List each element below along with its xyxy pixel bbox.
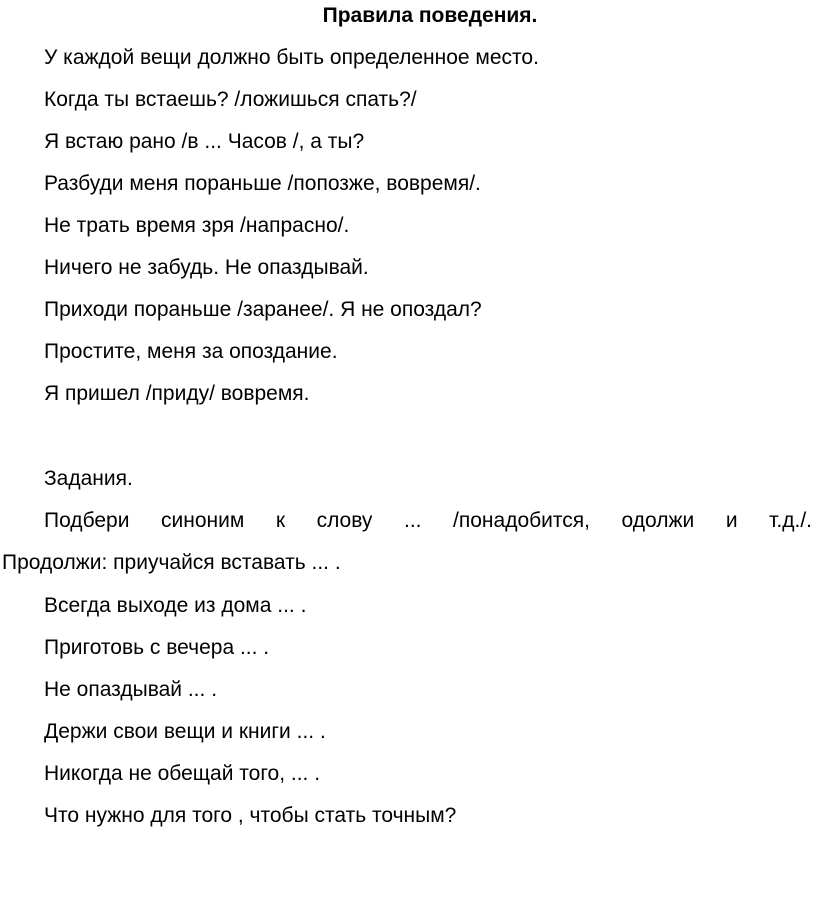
task-line-5: Никогда не обещай того, ... . — [44, 762, 321, 785]
rule-line-9: Я пришел /приду/ вовремя. — [44, 382, 310, 405]
rule-line-3: Я встаю рано /в ... Часов /, а ты? — [44, 130, 365, 153]
tasks-heading: Задания. — [44, 467, 133, 490]
rule-line-6: Ничего не забудь. Не опаздывай. — [44, 256, 369, 279]
task-continuation-line: Продолжи: приучайся вставать ... . — [2, 551, 341, 574]
rule-line-4: Разбуди меня пораньше /попозже, вовремя/. — [44, 172, 481, 195]
task-word: т.д./. — [769, 509, 812, 532]
task-line-1: Всегда выходе из дома ... . — [44, 594, 307, 617]
rule-line-8: Простите, меня за опоздание. — [44, 340, 338, 363]
task-word: и — [725, 509, 738, 532]
rule-line-7: Приходи пораньше /заранее/. Я не опоздал? — [44, 298, 482, 321]
task-line-2: Приготовь с вечера ... . — [44, 636, 270, 659]
task-question-line: Что нужно для того , чтобы стать точным? — [44, 804, 457, 827]
task-word: к — [275, 509, 286, 532]
task-justified-line — [44, 508, 812, 534]
document-title: Правила поведения. — [322, 4, 538, 27]
rule-line-2: Когда ты встаешь? /ложишься спать?/ — [44, 88, 417, 111]
task-line-3: Не опаздывай ... . — [44, 678, 218, 701]
task-line-4: Держи свои вещи и книги ... . — [44, 720, 326, 743]
task-word: ... — [403, 509, 422, 532]
task-word: одолжи — [621, 509, 695, 532]
rule-line-5: Не трать время зря /напрасно/. — [44, 214, 350, 237]
task-word: слову — [316, 509, 373, 532]
task-word: синоним — [161, 509, 245, 532]
task-word: Подбери — [44, 509, 130, 532]
rule-line-1: У каждой вещи должно быть определенное место. — [44, 46, 539, 69]
task-word: /понадобится, — [453, 509, 590, 532]
